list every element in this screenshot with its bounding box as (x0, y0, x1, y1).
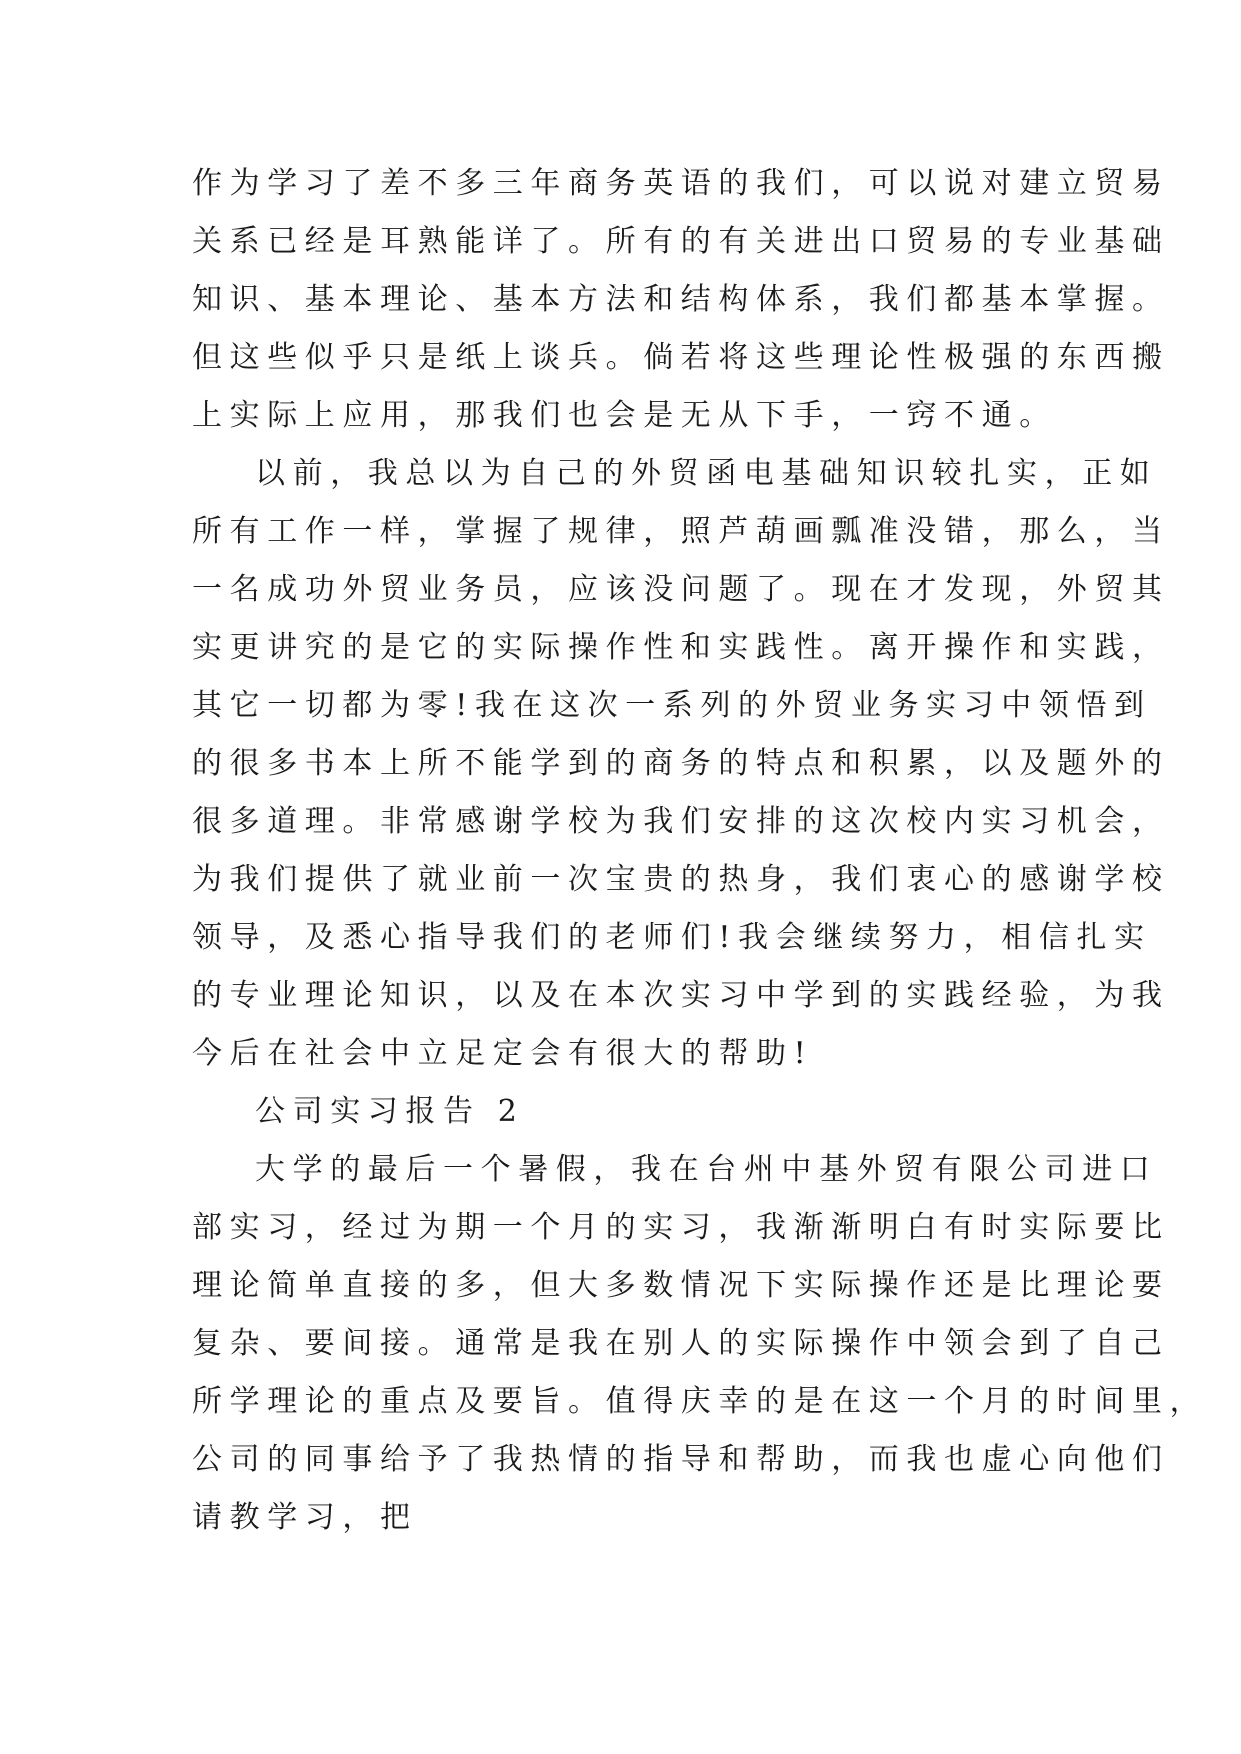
text-line: 关系已经是耳熟能详了。所有的有关进出口贸易的专业基础 (192, 224, 1170, 259)
text-line: 知识、基本理论、基本方法和结构体系，我们都基本掌握。 (192, 282, 1170, 317)
text-line: 其它一切都为零!我在这次一系列的外贸业务实习中领悟到 (192, 688, 1152, 723)
text-line: 部实习，经过为期一个月的实习，我渐渐明白有时实际要比 (192, 1210, 1170, 1245)
text-line: 的很多书本上所不能学到的商务的特点和积累，以及题外的 (192, 746, 1170, 781)
text-line: 一名成功外贸业务员，应该没问题了。现在才发现，外贸其 (192, 572, 1170, 607)
text-line: 很多道理。非常感谢学校为我们安排的这次校内实习机会， (192, 804, 1170, 839)
text-line: 复杂、要间接。通常是我在别人的实际操作中领会到了自己 (192, 1326, 1170, 1361)
paragraph-first-line: 大学的最后一个暑假，我在台州中基外贸有限公司进口 (255, 1152, 1158, 1187)
text-line: 今后在社会中立足定会有很大的帮助! (192, 1036, 814, 1071)
section-heading: 公司实习报告 2 (255, 1094, 525, 1129)
text-line: 领导，及悉心指导我们的老师们!我会继续努力，相信扎实 (192, 920, 1152, 955)
text-line: 所学理论的重点及要旨。值得庆幸的是在这一个月的时间里， (192, 1384, 1208, 1419)
text-line: 为我们提供了就业前一次宝贵的热身，我们衷心的感谢学校 (192, 862, 1170, 897)
text-line: 实更讲究的是它的实际操作性和实践性。离开操作和实践， (192, 630, 1170, 665)
text-line: 所有工作一样，掌握了规律，照芦葫画瓢准没错，那么，当 (192, 514, 1170, 549)
text-line: 作为学习了差不多三年商务英语的我们，可以说对建立贸易 (192, 166, 1170, 201)
text-line: 但这些似乎只是纸上谈兵。倘若将这些理论性极强的东西搬 (192, 340, 1170, 375)
text-line: 请教学习，把 (192, 1500, 418, 1535)
text-line: 公司的同事给予了我热情的指导和帮助，而我也虚心向他们 (192, 1442, 1170, 1477)
text-line: 上实际上应用，那我们也会是无从下手，一窍不通。 (192, 398, 1057, 433)
text-line: 的专业理论知识，以及在本次实习中学到的实践经验，为我 (192, 978, 1170, 1013)
paragraph-first-line: 以前，我总以为自己的外贸函电基础知识较扎实，正如 (255, 456, 1158, 491)
text-line: 理论简单直接的多，但大多数情况下实际操作还是比理论要 (192, 1268, 1170, 1303)
